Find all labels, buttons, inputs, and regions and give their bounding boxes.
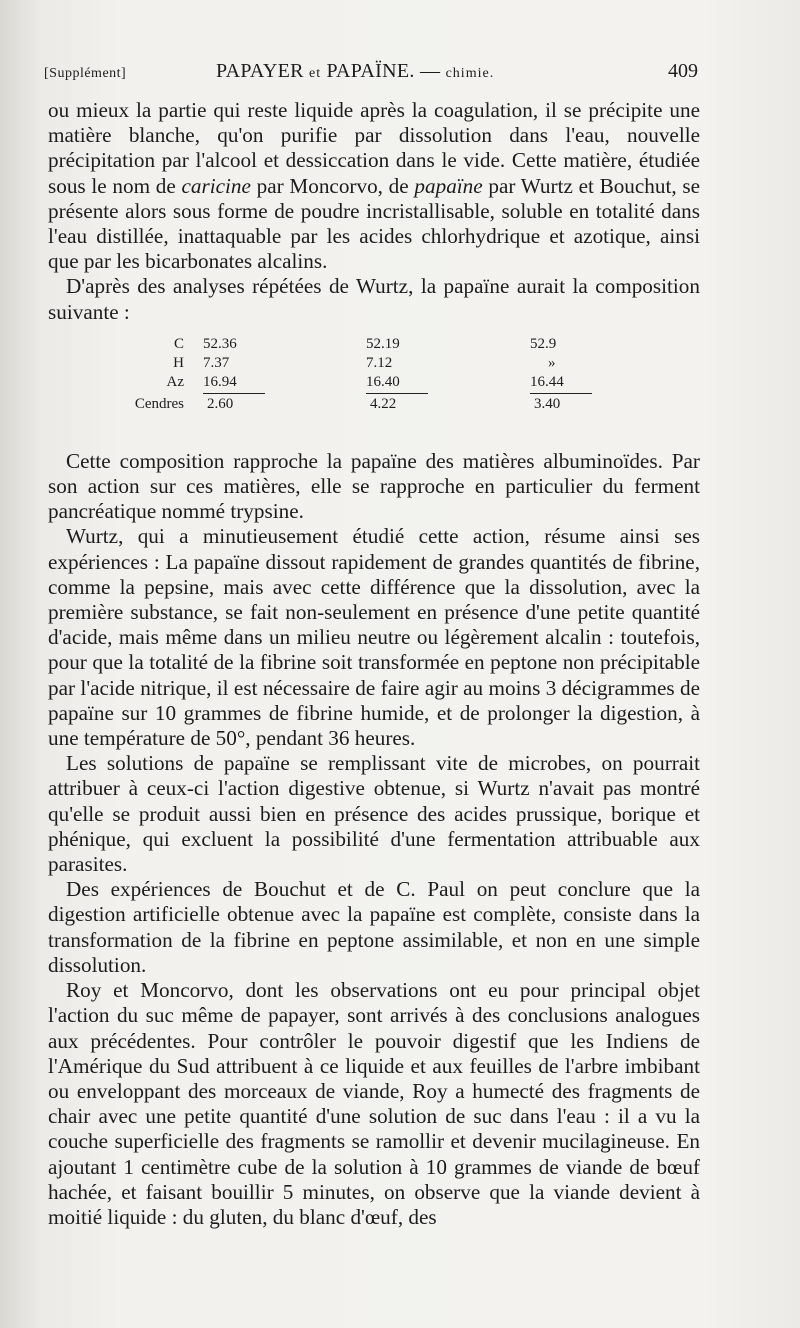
label-carbon: C (173, 335, 184, 352)
value-cell: » (548, 354, 556, 371)
label-hydrogen: H (173, 354, 184, 371)
paragraph-2: D'après des analyses répétées de Wurtz, la papaïne aurait la composition suivante : (48, 274, 700, 324)
header-dash: — (419, 60, 441, 82)
header-title (216, 60, 494, 83)
header-title-second: PAPAÏNE. (326, 60, 415, 82)
header-supplement-label: [Supplément] (44, 66, 127, 81)
label-cendres: Cendres (134, 395, 184, 412)
paragraph-5: Les solutions de papaïne se remplissant vite de microbes, on pourrait attribuer à ceux-ci l'action digestive obtenue, si Wurtz n'avait pas montré qu'elle se produit aussi bien en présence des acides prussique, borique et phénique, qui excluent la possibilité d'une fermentation attribuable aux parasites. (48, 751, 700, 877)
value-cell: 52.19 (366, 335, 400, 352)
paragraph-1-text-a: ou mieux la partie qui reste liquide après la coagulation, il se précipite une matière blanche, qu'on purifie par dissolution dans l'eau, nouvelle précipitation par l'alcool et dessiccation dans le vide. Cette matière, étudiée sous le nom de (48, 98, 700, 198)
composition-labels (100, 335, 184, 414)
paragraph-7: Roy et Moncorvo, dont les observations ont eu pour principal objet l'action du suc même de papayer, sont arrivés à des conclusions analogues aux précédentes. Pour contrôler le pouvoir digestif que les Indiens de l'Amérique du Sud attribuent à ce liquide et aux feuilles de l'arbre imbibant ou enveloppant des morceaux de viande, Roy a humecté des fragments de chair avec une petite quantité d'une solution de suc dans l'eau : il a vu la couche superficielle des fragments se ramollir et devenir mucilagineuse. En ajoutant 1 centimètre cube de la solution à 10 grammes de viande de bœuf hachée, et faisant bouillir 5 minutes, on observe que la viande devient à moitié liquide : du gluten, du blanc d'œuf, des (48, 978, 700, 1229)
page-number: 409 (668, 60, 698, 82)
value-cell: 3.40 (534, 395, 561, 412)
composition-column-1 (203, 335, 273, 414)
label-azote: Az (166, 373, 184, 390)
paragraph-3: Cette composition rapproche la papaïne des matières albuminoïdes. Par son action sur ces matières, elle se rapproche en particulier du ferment pancréatique nommé trypsine. (48, 448, 700, 524)
value-cell: 7.12 (366, 354, 393, 371)
term-caricine: caricine (181, 173, 251, 198)
main-text (48, 98, 700, 1230)
value-cell: 52.9 (530, 335, 557, 352)
composition-table (48, 335, 700, 441)
composition-column-3 (530, 335, 600, 414)
value-cell: 16.44 (530, 373, 564, 390)
paragraph-1 (48, 98, 700, 274)
running-header (44, 58, 698, 88)
value-cell: 16.94 (203, 373, 237, 390)
value-cell: 4.22 (370, 395, 397, 412)
header-title-et: et (309, 66, 322, 81)
value-cell: 52.36 (203, 335, 237, 352)
composition-column-2 (366, 335, 436, 414)
paragraph-6: Des expériences de Bouchut et de C. Paul on peut conclure que la digestion artificielle obtenue avec la papaïne est complète, consiste dans la transformation de la fibrine en peptone assimilable, et non en une simple dissolution. (48, 877, 700, 977)
paragraph-4: Wurtz, qui a minutieusement étudié cette action, résume ainsi ses expériences : La papaïne dissout rapidement de grandes quantités de fibrine, comme la pepsine, mais avec cette différence que la dissolution, avec la première substance, se fait non-seulement en présence d'une petite quantité d'acide, mais même dans un milieu neutre ou légèrement alcalin : toutefois, pour que la totalité de la fibrine soit transformée en peptone non précipitable par l'acide nitrique, il est nécessaire de faire agir au moins 3 décigrammes de papaïne sur 10 grammes de fibrine humide, et de prolonger la digestion, à une température de 50°, pendant 36 heures. (48, 524, 700, 751)
paragraph-1-text-b: par Moncorvo, de (256, 173, 409, 198)
value-cell: 7.37 (203, 354, 230, 371)
term-papaine: papaïne (414, 173, 483, 198)
header-section: chimie. (445, 66, 495, 81)
value-cell: 16.40 (366, 373, 400, 390)
header-title-main: PAPAYER (216, 60, 304, 82)
value-cell: 2.60 (207, 395, 234, 412)
paragraph-1-text-c: par Wurtz et Bouchut, se présente alors sous forme de poudre incristallisable, soluble en totalité dans l'eau distillée, inattaquable par les acides chlorhydrique et azotique, ainsi que par les bicarbonates alcalins. (48, 173, 701, 274)
